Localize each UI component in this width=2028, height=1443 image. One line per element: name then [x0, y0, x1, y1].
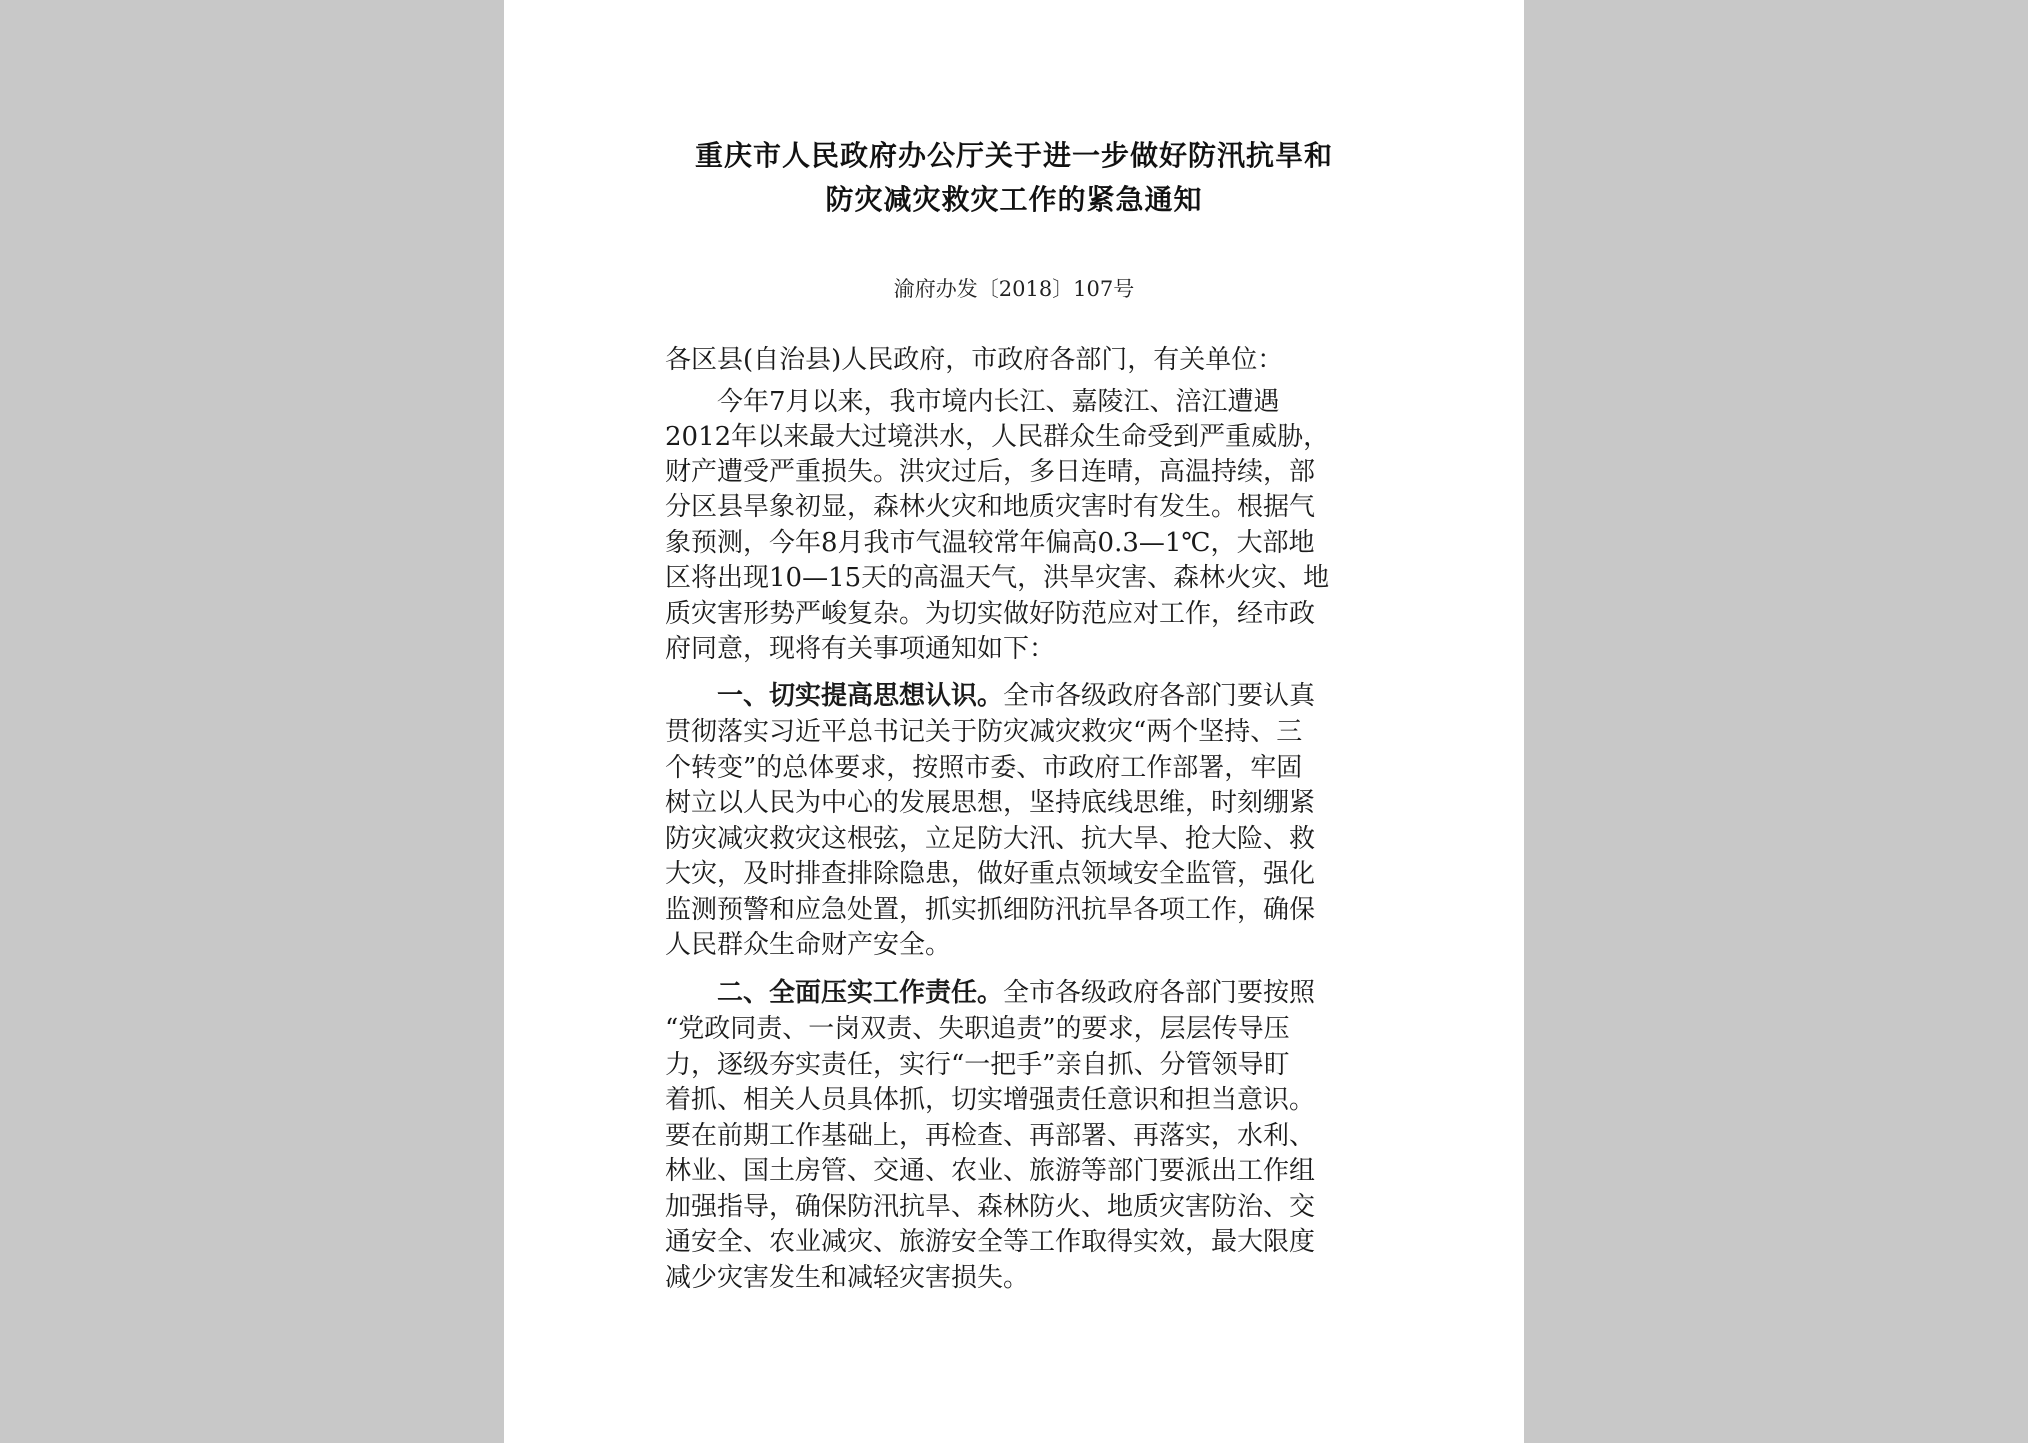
paragraph-line: “党政同责、一岗双责、失职追责”的要求，层层传导压 — [665, 1014, 1290, 1044]
section-2-first-line — [717, 976, 1315, 1010]
paragraph-line: 财产遭受严重损失。洪灾过后，多日连晴，高温持续，部 — [665, 457, 1316, 487]
paragraph-line: 2012年以来最大过境洪水，人民群众生命受到严重威胁， — [665, 422, 1330, 452]
paragraph-line: 着抓、相关人员具体抓，切实增强责任意识和担当意识。 — [665, 1085, 1316, 1115]
section-1-first-line — [717, 679, 1315, 713]
paragraph-line: 要在前期工作基础上，再检查、再部署、再落实，水利、 — [665, 1121, 1316, 1151]
paragraph-line: 林业、国土房管、交通、农业、旅游等部门要派出工作组 — [665, 1156, 1316, 1186]
section-2-heading: 二、全面压实工作责任。 — [717, 978, 1004, 1008]
paragraph-line: 人民群众生命财产安全。 — [665, 930, 952, 960]
paragraph-line: 贯彻落实习近平总书记关于防灾减灾救灾“两个坚持、三 — [665, 717, 1303, 747]
paragraph-line: 力，逐级夯实责任，实行“一把手”亲自抓、分管领导盯 — [665, 1050, 1290, 1080]
paragraph-line: 区将出现10—15天的高温天气，洪旱灾害、森林火灾、地 — [665, 563, 1330, 593]
paragraph-line: 大灾，及时排查排除隐患，做好重点领域安全监管，强化 — [665, 859, 1316, 889]
section-2-first-line-text: 全市各级政府各部门要按照 — [1003, 978, 1316, 1008]
paragraph-line: 监测预警和应急处置，抓实抓细防汛抗旱各项工作，确保 — [665, 895, 1316, 925]
paragraph-line: 分区县旱象初显，森林火灾和地质灾害时有发生。根据气 — [665, 492, 1316, 522]
salutation: 各区县(自治县)人民政府，市政府各部门，有关单位： — [665, 345, 1284, 375]
paragraph-line: 象预测，今年8月我市气温较常年偏高0.3—1℃，大部地 — [665, 528, 1315, 558]
paragraph-line: 今年7月以来，我市境内长江、嘉陵江、涪江遭遇 — [717, 387, 1280, 417]
document-title-line-2: 防灾减灾救灾工作的紧急通知 — [825, 183, 1203, 216]
paragraph-line: 防灾减灾救灾这根弦，立足防大汛、抗大旱、抢大险、救 — [665, 824, 1316, 854]
paragraph-line: 加强指导，确保防汛抗旱、森林防火、地质灾害防治、交 — [665, 1192, 1316, 1222]
section-1-first-line-text: 全市各级政府各部门要认真 — [1003, 681, 1316, 711]
document-number: 渝府办发〔2018〕107号 — [893, 277, 1135, 301]
paragraph-line: 通安全、农业减灾、旅游安全等工作取得实效，最大限度 — [665, 1227, 1316, 1257]
paragraph-line: 树立以人民为中心的发展思想，坚持底线思维，时刻绷紧 — [665, 788, 1316, 818]
paragraph-line: 府同意，现将有关事项通知如下： — [665, 634, 1056, 664]
paragraph-line: 个转变”的总体要求，按照市委、市政府工作部署，牢固 — [665, 753, 1303, 783]
document-page — [504, 0, 1524, 1443]
section-1-heading: 一、切实提高思想认识。 — [717, 681, 1004, 711]
paragraph-line: 减少灾害发生和减轻灾害损失。 — [665, 1263, 1030, 1293]
document-title-line-1: 重庆市人民政府办公厅关于进一步做好防汛抗旱和 — [694, 139, 1333, 172]
paragraph-line: 质灾害形势严峻复杂。为切实做好防范应对工作，经市政 — [665, 599, 1316, 629]
